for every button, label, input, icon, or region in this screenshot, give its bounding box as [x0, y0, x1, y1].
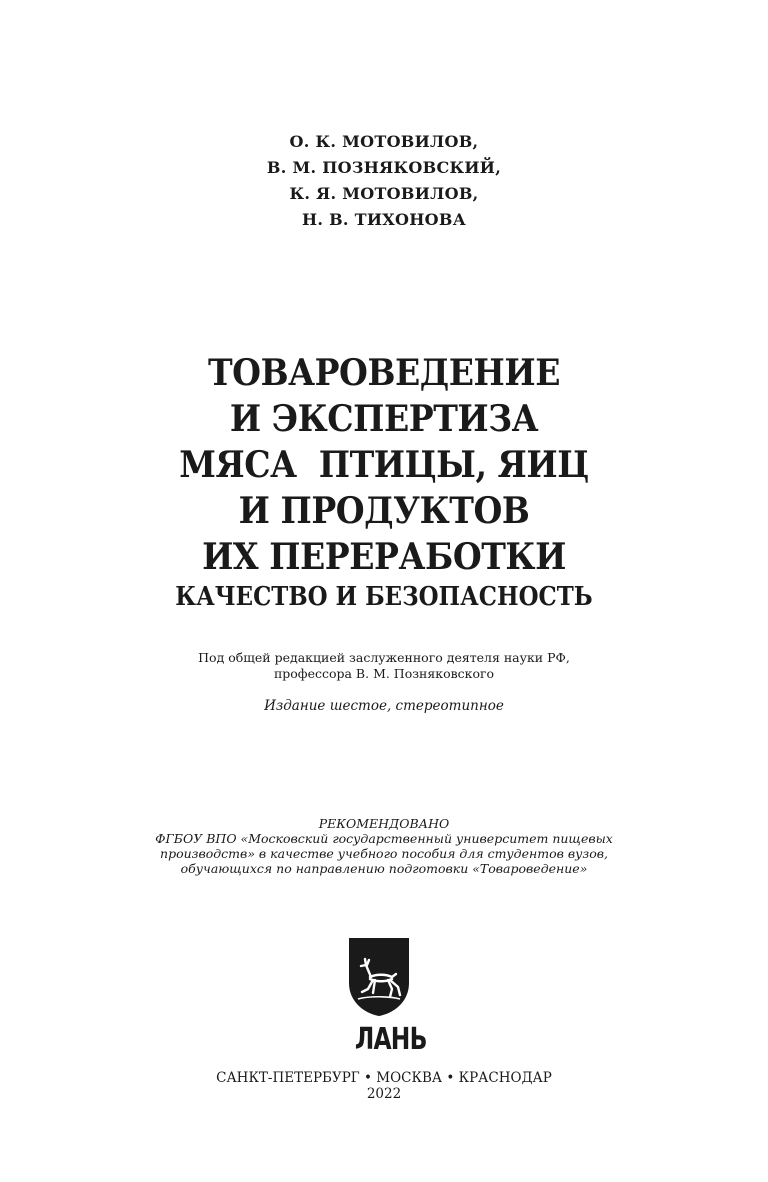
- book-title: [31, 350, 738, 580]
- title-line: ИХ ПЕРЕРАБОТКИ: [202, 536, 566, 578]
- publisher-cities: САНКТ-ПЕТЕРБУРГ • МОСКВА • КРАСНОДАР: [216, 1070, 552, 1086]
- recommendation-heading: РЕКОМЕНДОВАНО: [318, 816, 450, 831]
- recommendation-line: обучающихся по направлению подготовки «Товароведение»: [180, 861, 588, 876]
- book-subtitle: КАЧЕСТВО И БЕЗОПАСНОСТЬ: [175, 582, 593, 612]
- publication-year: 2022: [366, 1086, 402, 1102]
- title-line: ТОВАРОВЕДЕНИЕ: [207, 352, 560, 394]
- title-line: И ЭКСПЕРТИЗА: [229, 398, 539, 440]
- title-line: И ПРОДУКТОВ: [238, 490, 530, 532]
- editor-note: [0, 650, 768, 682]
- recommendation-line: производств» в качестве учебного пособия для студентов вузов,: [160, 846, 608, 861]
- author-name: К. Я. МОТОВИЛОВ,: [289, 184, 479, 203]
- editor-line: профессора В. М. Позняковского: [273, 666, 495, 681]
- author-name: Н. В. ТИХОНОВА: [301, 210, 467, 229]
- editor-line: Под общей редакцией заслуженного деятеля науки РФ,: [198, 650, 570, 665]
- authors-block: [0, 129, 768, 233]
- edition-note: Издание шестое, стереотипное: [264, 698, 504, 714]
- recommendation-line: ФГБОУ ВПО «Московский государственный университет пищевых: [155, 831, 613, 846]
- author-name: О. К. МОТОВИЛОВ,: [289, 132, 479, 151]
- title-line: МЯСА ПТИЦЫ, ЯИЦ: [179, 444, 589, 486]
- author-name: В. М. ПОЗНЯКОВСКИЙ,: [266, 158, 502, 177]
- publisher-name: ЛАНЬ: [354, 1022, 427, 1057]
- recommendation-block: [0, 816, 768, 876]
